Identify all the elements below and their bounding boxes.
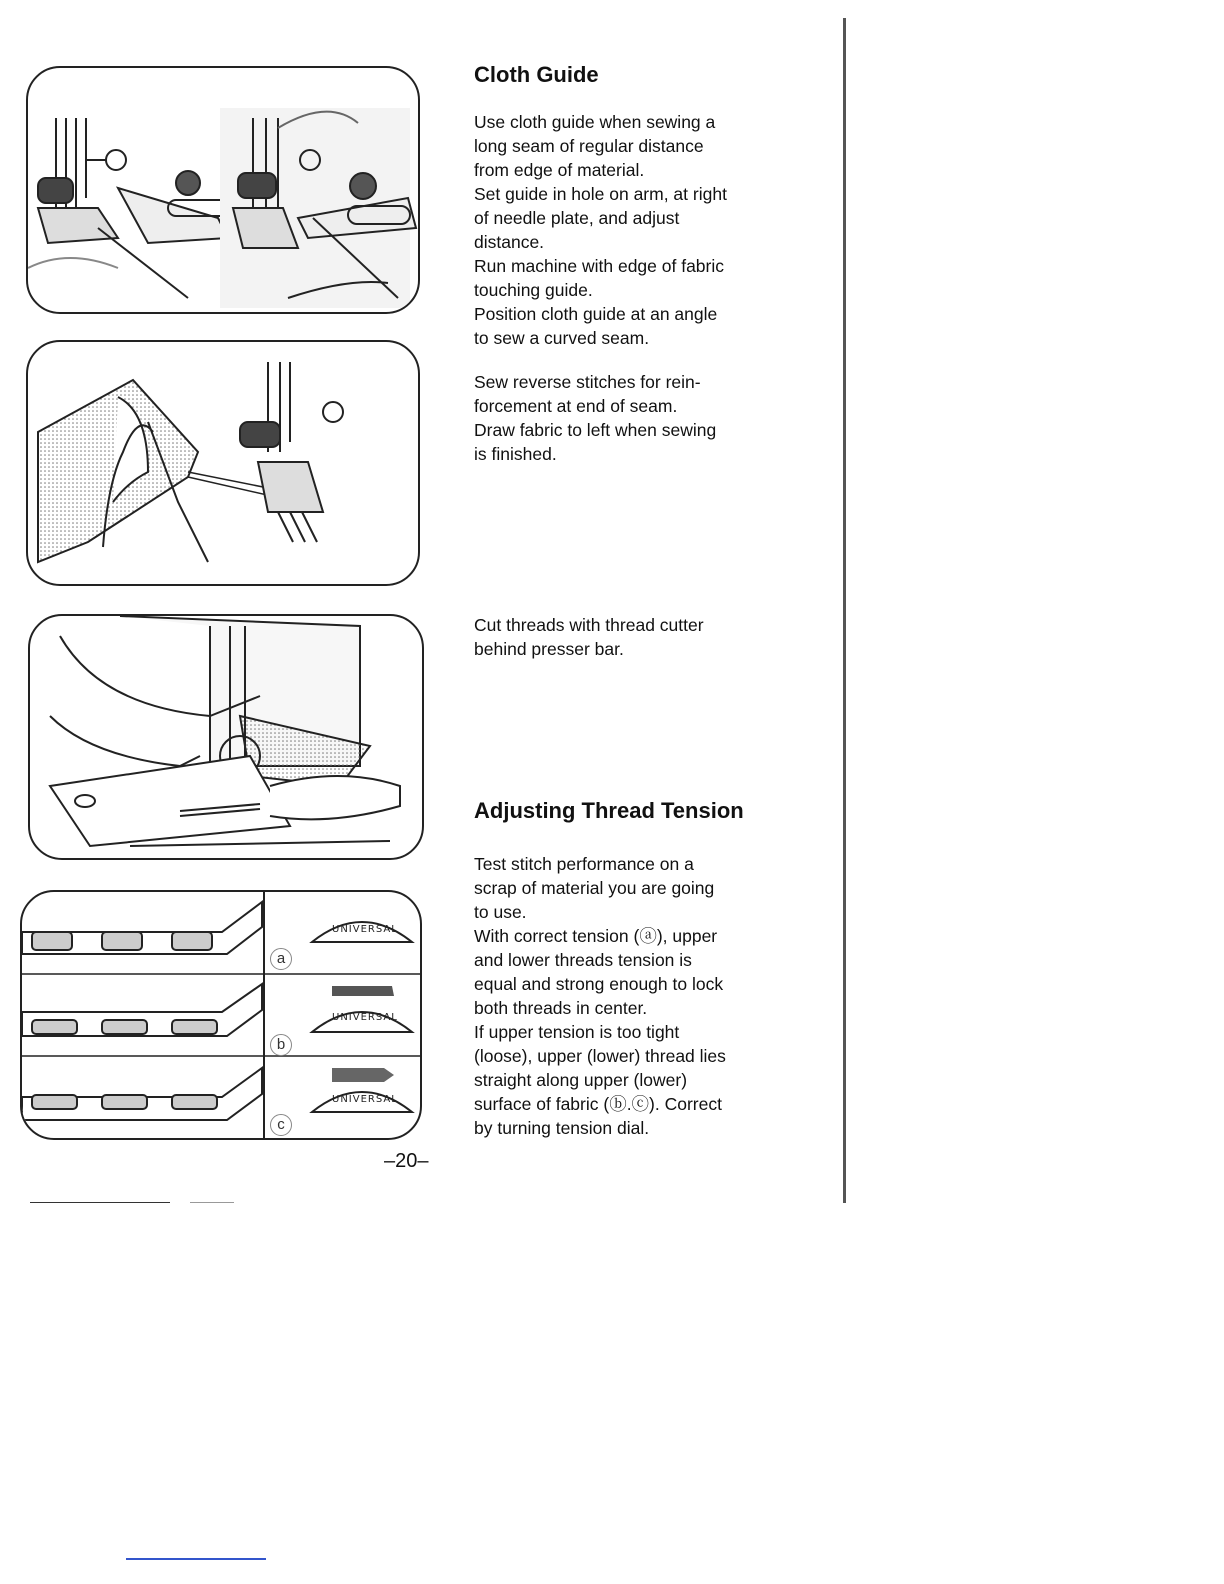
- text-line: both threads in center.: [474, 998, 648, 1018]
- text-line: surface of fabric (ⓑ.ⓒ). Correct: [474, 1094, 722, 1114]
- dial-text-c: UNIVERSAL: [332, 1094, 398, 1105]
- presser-foot-left-icon: [28, 118, 228, 298]
- text-line: Run machine with edge of fabric: [474, 256, 724, 276]
- text-line: touching guide.: [474, 280, 593, 300]
- cloth-guide-illustration: [26, 66, 420, 314]
- text-line: to use.: [474, 902, 527, 922]
- presser-foot-icon: [240, 362, 343, 542]
- text-line: Test stitch performance on a: [474, 854, 694, 874]
- tension-dial-b-icon: [312, 986, 412, 1032]
- thread-cutter-illustration: [28, 614, 424, 860]
- text-line: Use cloth guide when sewing a: [474, 112, 716, 132]
- text-line: scrap of material you are going: [474, 878, 715, 898]
- cloth-guide-paragraph-3: [474, 613, 772, 661]
- text-line: straight along upper (lower): [474, 1070, 688, 1090]
- label-b: b: [270, 1034, 292, 1056]
- thread-tension-illustration: [20, 890, 422, 1140]
- label-a: a: [270, 948, 292, 970]
- cloth-guide-paragraph-1: [474, 110, 772, 350]
- stitch-sample-c-icon: [22, 1068, 262, 1120]
- text-line: Set guide in hole on arm, at right: [474, 184, 727, 204]
- text-line: behind presser bar.: [474, 639, 624, 659]
- footer-link-rule: [126, 1558, 266, 1560]
- presser-foot-right-icon: [220, 108, 416, 308]
- bottom-rule: [30, 1202, 170, 1203]
- page-edge-line: [843, 18, 846, 1203]
- text-line: equal and strong enough to lock: [474, 974, 724, 994]
- text-line: long seam of regular distance: [474, 136, 704, 156]
- text-line: Sew reverse stitches for rein-: [474, 372, 701, 392]
- dial-text-b: UNIVERSAL: [332, 1012, 398, 1023]
- page-number: –20–: [384, 1150, 429, 1172]
- cloth-guide-paragraph-2: [474, 370, 772, 466]
- text-line: from edge of material.: [474, 160, 645, 180]
- thread-tension-paragraph: [474, 852, 772, 1140]
- text-line: forcement at end of seam.: [474, 396, 678, 416]
- text-line: Draw fabric to left when sewing: [474, 420, 717, 440]
- text-line: by turning tension dial.: [474, 1118, 650, 1138]
- tension-dial-a-icon: [312, 922, 412, 942]
- text-line: (loose), upper (lower) thread lies: [474, 1046, 726, 1066]
- text-line: Cut threads with thread cutter: [474, 615, 704, 635]
- text-line: distance.: [474, 232, 545, 252]
- stitch-sample-b-icon: [22, 984, 262, 1036]
- label-c: c: [270, 1114, 292, 1136]
- reverse-stitch-illustration: [26, 340, 420, 586]
- stitch-sample-a-icon: [22, 902, 262, 954]
- text-line: is finished.: [474, 444, 557, 464]
- dial-text-a: UNIVERSAL: [332, 924, 398, 935]
- text-line: and lower threads tension is: [474, 950, 692, 970]
- text-line: If upper tension is too tight: [474, 1022, 680, 1042]
- text-line: of needle plate, and adjust: [474, 208, 680, 228]
- text-line: With correct tension (ⓐ), upper: [474, 926, 718, 946]
- machine-hands-icon: [50, 616, 400, 846]
- thread-tension-title: Adjusting Thread Tension: [474, 798, 744, 823]
- text-line: Position cloth guide at an angle: [474, 304, 718, 324]
- cloth-guide-title: Cloth Guide: [474, 62, 599, 87]
- bottom-rule-faint: [190, 1202, 234, 1203]
- text-line: to sew a curved seam.: [474, 328, 650, 348]
- tension-dial-c-icon: [312, 1068, 412, 1112]
